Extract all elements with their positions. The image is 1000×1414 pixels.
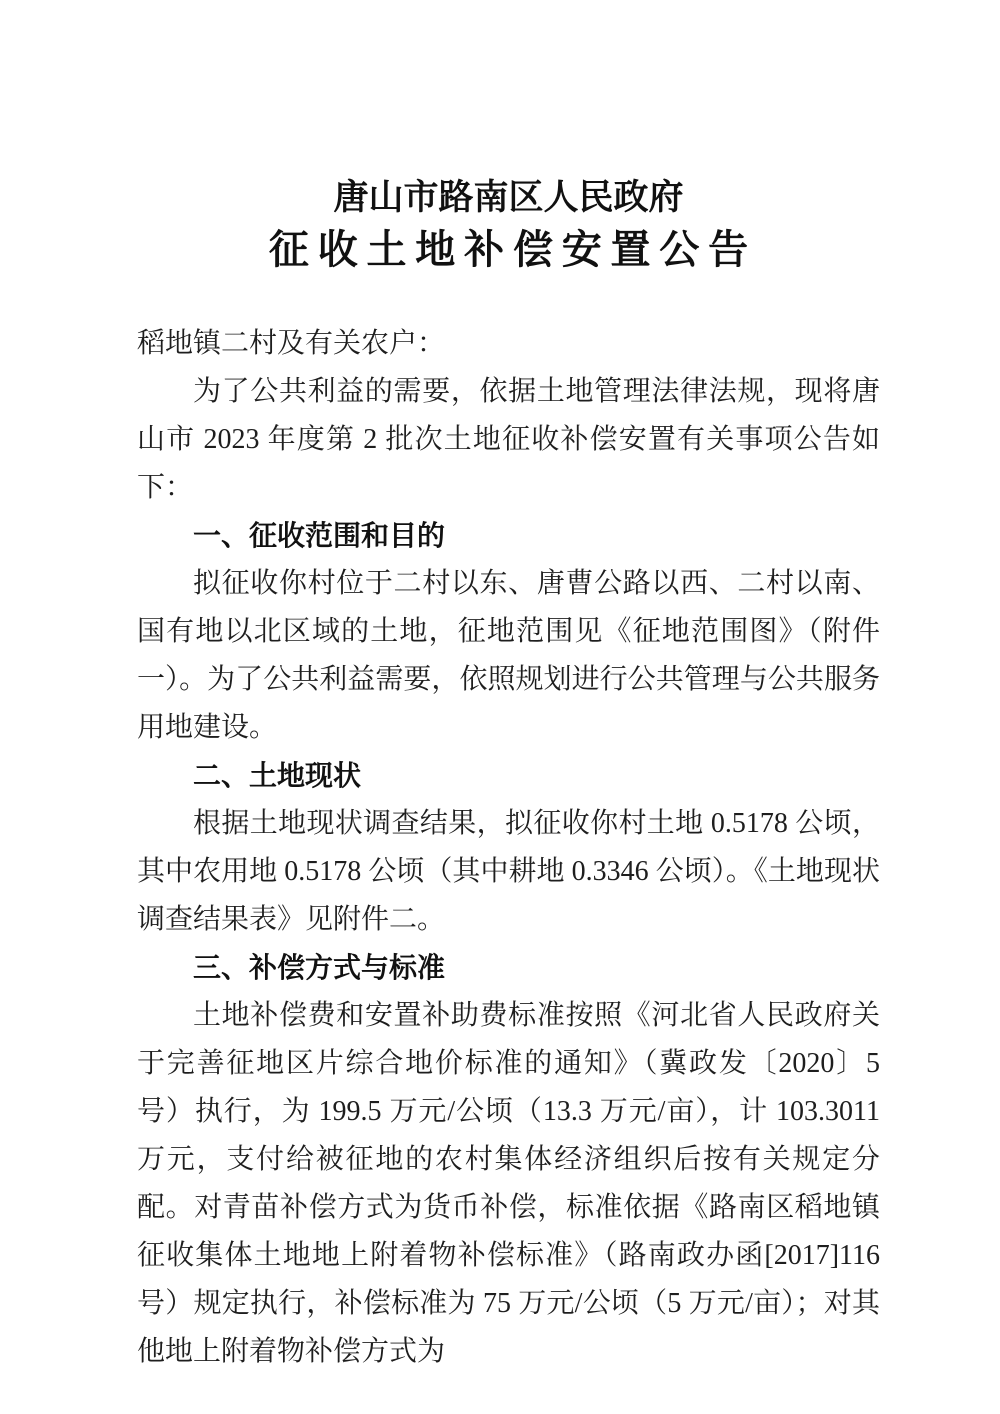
section-heading: 二、土地现状 (193, 760, 362, 791)
document-body (137, 320, 880, 1376)
body-paragraph: 为了公共利益的需要，依据土地管理法律法规，现将唐山市 2023 年度第 2 批次土地征收补偿安置有关事项公告如下： (137, 376, 880, 503)
document-title-line1: 唐山市路南区人民政府 (333, 178, 684, 217)
section-heading: 一、征收范围和目的 (193, 520, 446, 551)
salutation-line: 稻地镇二村及有关农户： (137, 328, 446, 359)
document-title-line2: 征收土地补偿安置公告 (268, 228, 757, 272)
body-paragraph: 土地补偿费和安置补助费标准按照《河北省人民政府关于完善征地区片综合地价标准的通知》（冀政发〔2020〕5 号）执行，为 199.5 万元/公顷（13.3 万元/亩），计 103.3011 万元，支付给被征地的农村集体经济组织后按有关规定分配。对青苗补偿方式为货币补偿，标准依据《路南区稻地镇征收集体土地地上附着物补偿标准》（路南政办函[2017]116 号）规定执行，补偿标准为 75 万元/公顷（5 万元/亩）；对其他地上附着物补偿方式为 (137, 1000, 880, 1367)
body-paragraph: 拟征收你村位于二村以东、唐曹公路以西、二村以南、国有地以北区域的土地，征地范围见《征地范围图》（附件一）。为了公共利益需要，依照规划进行公共管理与公共服务用地建设。 (137, 568, 880, 743)
body-paragraph: 根据土地现状调查结果，拟征收你村土地 0.5178 公顷，其中农用地 0.5178 公顷（其中耕地 0.3346 公顷）。《土地现状调查结果表》见附件二。 (137, 808, 880, 935)
section-heading: 三、补偿方式与标准 (193, 952, 446, 983)
